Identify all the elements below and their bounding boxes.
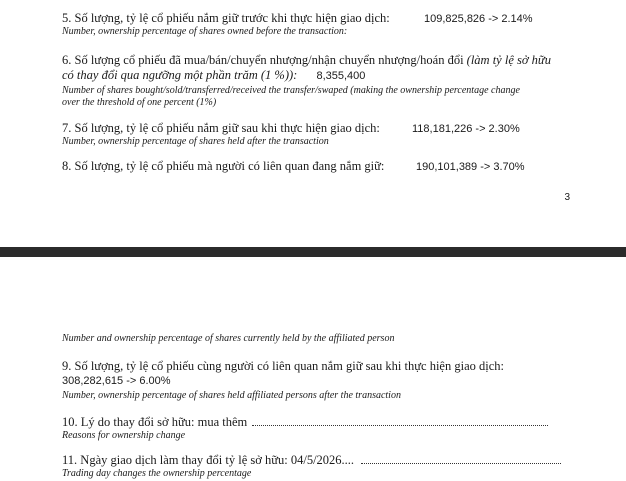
item-9 xyxy=(62,359,586,402)
item-11-label: 11. Ngày giao dịch làm thay đổi tỷ lệ sở hữu: 04/5/2026.... xyxy=(62,453,355,467)
item-5-value: 109,825,826 -> 2.14% xyxy=(424,13,533,25)
page-number: 3 xyxy=(564,192,570,203)
item-5 xyxy=(62,11,586,38)
item-7-value: 118,181,226 -> 2.30% xyxy=(412,123,520,135)
item-10-label: 10. Lý do thay đổi sở hữu: mua thêm xyxy=(62,415,248,429)
page-separator xyxy=(0,247,626,257)
document-page-bottom xyxy=(0,257,626,481)
item-6-translation: Number of shares bought/sold/transferred/received the transfer/swaped (making the ownership percentage change xyxy=(62,85,520,96)
item-11 xyxy=(62,453,586,480)
item-11-translation: Trading day changes the ownership percentage xyxy=(62,468,252,479)
item-7-translation: Number, ownership percentage of shares held after the transaction xyxy=(62,136,329,147)
item-11-dotted-line xyxy=(361,453,561,464)
item-10-dotted-line xyxy=(252,415,548,426)
item-6-value: 8,355,400 xyxy=(316,70,366,82)
item-6 xyxy=(62,53,586,109)
item-6-label-italic: (làm tỷ lệ sở hữu xyxy=(466,53,551,67)
item-6-label-italic-cont: có thay đổi qua ngưỡng một phần trăm (1 %)): xyxy=(62,68,298,82)
item-10-translation: Reasons for ownership change xyxy=(62,430,186,441)
item-9-translation: Number, ownership percentage of shares held affiliated persons after the transaction xyxy=(62,390,401,401)
item-8-translation: Number and ownership percentage of shares currently held by the affiliated person xyxy=(62,333,395,344)
item-5-translation: Number, ownership percentage of shares owned before the transaction: xyxy=(62,26,348,37)
item-6-translation-cont: over the threshold of one percent (1%) xyxy=(62,97,217,108)
item-10 xyxy=(62,415,586,442)
item-7 xyxy=(62,121,586,148)
item-6-label: 6. Số lượng cổ phiếu đã mua/bán/chuyển nhượng/nhận chuyển nhượng/hoán đổi xyxy=(62,53,464,67)
item-8-translation-block xyxy=(62,333,586,345)
item-9-value: 308,282,615 -> 6.00% xyxy=(62,375,171,387)
item-7-label: 7. Số lượng, tỷ lệ cổ phiếu nắm giữ sau khi thực hiện giao dịch: xyxy=(62,121,380,135)
item-8-value: 190,101,389 -> 3.70% xyxy=(416,161,525,173)
item-8-label: 8. Số lượng, tỷ lệ cổ phiếu mà người có liên quan đang nắm giữ: xyxy=(62,159,385,173)
item-8 xyxy=(62,159,586,174)
item-5-label: 5. Số lượng, tỷ lệ cổ phiếu nắm giữ trước khi thực hiện giao dịch: xyxy=(62,11,390,25)
item-9-label: 9. Số lượng, tỷ lệ cổ phiếu cùng người có liên quan nắm giữ sau khi thực hiện giao dịch: xyxy=(62,359,504,373)
